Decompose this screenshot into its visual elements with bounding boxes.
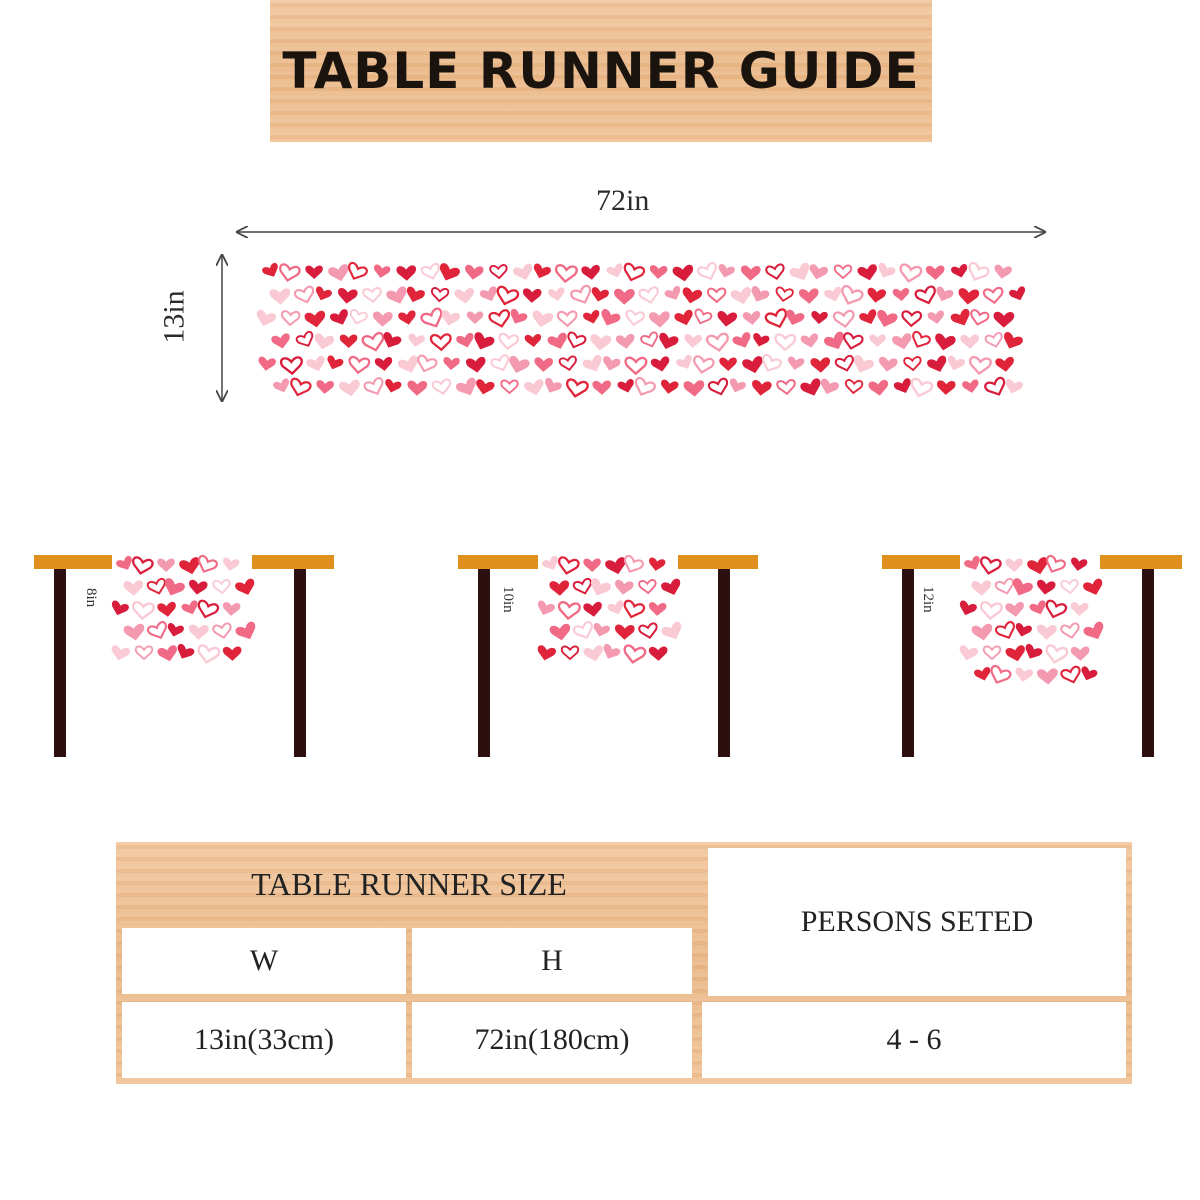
- heart-motif: [407, 333, 425, 348]
- heart-motif: [834, 310, 856, 328]
- heart-motif: [892, 288, 910, 302]
- heart-motif: [523, 379, 546, 398]
- heart-motif: [835, 355, 856, 373]
- heart-motif: [420, 307, 445, 330]
- heart-motif: [898, 264, 921, 283]
- heart-motif: [845, 380, 863, 394]
- heart-motif: [868, 379, 890, 397]
- size-table-header: TABLE RUNNER SIZE: [251, 865, 567, 902]
- heart-motif: [933, 333, 956, 352]
- persons-header: PERSONS SETED: [708, 848, 1126, 996]
- heart-motif: [926, 265, 945, 280]
- heart-motif: [512, 263, 535, 283]
- heart-motif: [348, 357, 369, 374]
- table-runner-pattern: [254, 261, 1028, 399]
- heart-motif: [915, 286, 938, 306]
- heart-motif: [869, 334, 885, 347]
- heart-motif: [732, 331, 755, 351]
- column-h-header: H: [412, 928, 692, 994]
- heart-motif: [893, 377, 914, 396]
- heart-motif: [692, 309, 712, 326]
- heart-motif: [759, 354, 782, 374]
- heart-motif: [926, 355, 949, 375]
- heart-motif: [281, 311, 299, 326]
- heart-motif: [807, 264, 828, 282]
- heart-motif: [993, 264, 1012, 280]
- heart-motif: [945, 355, 966, 373]
- heart-motif: [464, 264, 484, 281]
- heart-motif: [692, 356, 714, 375]
- heart-motif: [296, 331, 316, 349]
- column-w-header: W: [122, 928, 406, 994]
- heart-motif: [339, 379, 362, 398]
- heart-motif: [708, 288, 726, 302]
- heart-motif: [522, 288, 541, 303]
- heart-motif: [800, 333, 820, 349]
- heart-motif: [902, 311, 921, 326]
- heart-motif: [548, 287, 566, 302]
- heart-motif: [674, 309, 696, 328]
- heart-motif: [489, 310, 512, 329]
- heart-motif: [305, 265, 323, 279]
- heart-motif: [936, 380, 955, 395]
- heart-motif: [960, 334, 979, 349]
- heart-motif: [490, 265, 508, 279]
- heart-motif: [985, 332, 1004, 348]
- heart-motif: [606, 263, 626, 280]
- page-title: TABLE RUNNER GUIDE: [282, 42, 920, 100]
- heart-motif: [415, 355, 437, 374]
- heart-motif: [372, 264, 390, 279]
- heart-motif: [589, 286, 609, 303]
- heart-motif: [385, 285, 410, 307]
- heart-motif: [507, 308, 528, 327]
- heart-motif: [421, 263, 442, 281]
- heart-motif: [659, 379, 678, 395]
- heart-motif: [707, 333, 730, 352]
- heart-motif: [984, 377, 1008, 398]
- persons-value-cell: 4 - 6: [702, 1002, 1126, 1078]
- heart-motif: [454, 287, 476, 305]
- heart-motif: [565, 332, 586, 350]
- heart-motif: [622, 263, 645, 283]
- heart-motif: [995, 357, 1015, 373]
- drop-label-10in: 10in: [500, 586, 516, 613]
- heart-motif: [874, 309, 898, 330]
- heart-motif: [775, 334, 795, 350]
- heart-motif: [983, 288, 1003, 304]
- drop-label-12in: 12in: [920, 586, 936, 613]
- heart-motif: [680, 287, 702, 306]
- heart-motif: [650, 356, 671, 374]
- heart-motif: [1008, 286, 1028, 303]
- heart-motif: [530, 310, 553, 329]
- heart-motif: [407, 380, 427, 396]
- heart-motif: [278, 264, 300, 283]
- heart-motif: [839, 285, 864, 307]
- heart-motif: [404, 286, 426, 305]
- heart-motif: [777, 380, 796, 395]
- heart-motif: [555, 265, 577, 283]
- heart-motif: [565, 379, 588, 398]
- heart-motif: [656, 332, 679, 352]
- heart-motif: [570, 285, 594, 306]
- heart-motif: [601, 355, 621, 372]
- heart-motif: [909, 378, 933, 399]
- heart-motif: [866, 287, 886, 304]
- heart-motif: [614, 289, 635, 305]
- heart-motif: [598, 308, 622, 329]
- heart-motif: [927, 310, 945, 325]
- heart-motif: [495, 286, 519, 307]
- heart-motif: [439, 310, 460, 328]
- heart-motif: [374, 357, 393, 372]
- heart-motif: [765, 308, 790, 330]
- heart-motif: [337, 288, 358, 305]
- heart-motif: [581, 265, 601, 281]
- heart-motif: [531, 263, 552, 281]
- heart-motif: [969, 357, 991, 375]
- table-illustration-1: [34, 555, 334, 757]
- heart-motif: [324, 355, 344, 372]
- heart-motif: [775, 287, 793, 302]
- heart-motif: [559, 356, 577, 371]
- w-value-cell: 13in(33cm): [122, 1002, 406, 1078]
- heart-motif: [362, 332, 386, 352]
- heart-motif: [664, 285, 684, 303]
- heart-motif: [466, 356, 488, 374]
- heart-motif: [697, 262, 720, 282]
- heart-motif: [364, 377, 387, 397]
- h-value-cell: 72in(180cm): [412, 1002, 692, 1078]
- heart-motif: [842, 333, 863, 351]
- heart-motif: [625, 310, 644, 326]
- heart-motif: [558, 311, 577, 326]
- heart-motif: [431, 288, 449, 302]
- heart-motif: [727, 378, 747, 395]
- heart-motif: [950, 263, 969, 279]
- heart-motif: [431, 334, 451, 350]
- heart-motif: [950, 308, 974, 329]
- heart-motif: [639, 287, 660, 305]
- heart-motif: [672, 264, 695, 283]
- heart-motif: [857, 264, 880, 283]
- heart-motif: [257, 356, 276, 372]
- heart-motif: [748, 285, 771, 305]
- heart-motif: [547, 332, 570, 352]
- heart-motif: [823, 286, 844, 304]
- heart-motif: [858, 308, 879, 327]
- heart-motif: [271, 333, 292, 351]
- heart-motif: [966, 262, 990, 283]
- heart-motif: [589, 334, 611, 352]
- heart-motif: [716, 263, 735, 279]
- heart-motif: [312, 333, 334, 352]
- heart-motif: [327, 263, 351, 283]
- heart-motif: [396, 265, 416, 281]
- heart-motif: [788, 261, 813, 284]
- heart-motif: [766, 264, 786, 280]
- heart-motif: [281, 357, 303, 374]
- heart-motif: [345, 262, 368, 282]
- heart-motif: [625, 358, 646, 374]
- runner-height-label: 13in: [157, 290, 191, 344]
- heart-motif: [909, 331, 930, 350]
- heart-motif: [708, 378, 730, 397]
- heart-motif: [969, 309, 989, 326]
- heart-motif: [741, 265, 761, 281]
- heart-motif: [875, 262, 896, 281]
- heart-motif: [904, 357, 922, 371]
- heart-motif: [498, 333, 518, 350]
- heart-motif: [632, 377, 656, 398]
- heart-motif: [751, 380, 772, 397]
- heart-motif: [1003, 378, 1023, 395]
- heart-motif: [541, 377, 562, 396]
- heart-motif: [649, 311, 671, 328]
- heart-motif: [474, 379, 495, 397]
- heart-motif: [479, 285, 500, 304]
- heart-motif: [719, 357, 737, 371]
- heart-motif: [716, 311, 737, 328]
- heart-motif: [810, 357, 830, 373]
- heart-motif: [617, 378, 636, 394]
- heart-motif: [675, 354, 695, 372]
- heart-motif: [501, 380, 517, 393]
- heart-motif: [993, 312, 1014, 328]
- heart-motif: [432, 379, 452, 395]
- heart-motif: [615, 334, 635, 350]
- heart-motif: [269, 288, 291, 305]
- size-table: [116, 842, 1132, 1084]
- heart-motif: [957, 288, 979, 306]
- heart-motif: [383, 378, 402, 394]
- heart-motif: [304, 310, 327, 329]
- heart-motif: [272, 378, 292, 395]
- heart-motif: [683, 380, 705, 397]
- heart-motif: [316, 380, 334, 395]
- heart-motif: [933, 286, 954, 304]
- heart-motif: [313, 286, 333, 303]
- heart-motif: [818, 378, 840, 397]
- heart-motif: [534, 357, 553, 372]
- heart-motif: [436, 262, 461, 284]
- heart-motif: [294, 286, 316, 305]
- drop-label-8in: 8in: [83, 588, 99, 608]
- heart-motif: [878, 356, 898, 373]
- heart-motif: [811, 311, 829, 325]
- heart-motif: [786, 356, 804, 371]
- heart-motif: [640, 332, 660, 349]
- heart-motif: [348, 309, 367, 325]
- heart-motif: [455, 332, 476, 350]
- heart-motif: [373, 311, 393, 327]
- heart-motif: [506, 355, 530, 376]
- heart-motif: [261, 262, 281, 280]
- heart-motif: [443, 357, 461, 371]
- heart-motif: [340, 334, 358, 348]
- runner-width-label: 72in: [596, 184, 650, 217]
- heart-motif: [471, 331, 496, 353]
- heart-motif: [751, 332, 770, 348]
- heart-motif: [490, 354, 511, 373]
- heart-motif: [835, 265, 851, 278]
- heart-motif: [467, 311, 483, 324]
- heart-motif: [524, 334, 542, 348]
- heart-motif: [962, 379, 980, 394]
- heart-motif: [1000, 331, 1024, 352]
- heart-motif: [850, 354, 875, 376]
- heart-motif: [455, 376, 480, 399]
- heart-motif: [363, 288, 382, 303]
- heart-motif: [582, 354, 606, 375]
- heart-motif: [799, 377, 824, 399]
- heart-motif: [649, 265, 667, 280]
- heart-motif: [288, 378, 311, 398]
- heart-motif: [398, 310, 418, 326]
- heart-motif: [730, 286, 754, 306]
- heart-motif: [684, 334, 702, 349]
- heart-motif: [329, 308, 352, 328]
- heart-motif: [741, 355, 765, 375]
- heart-motif: [799, 288, 819, 304]
- heart-motif: [592, 380, 611, 395]
- heart-motif: [254, 309, 277, 329]
- heart-motif: [306, 355, 328, 374]
- heart-motif: [742, 311, 761, 326]
- heart-motif: [891, 333, 914, 352]
- heart-motif: [582, 309, 601, 325]
